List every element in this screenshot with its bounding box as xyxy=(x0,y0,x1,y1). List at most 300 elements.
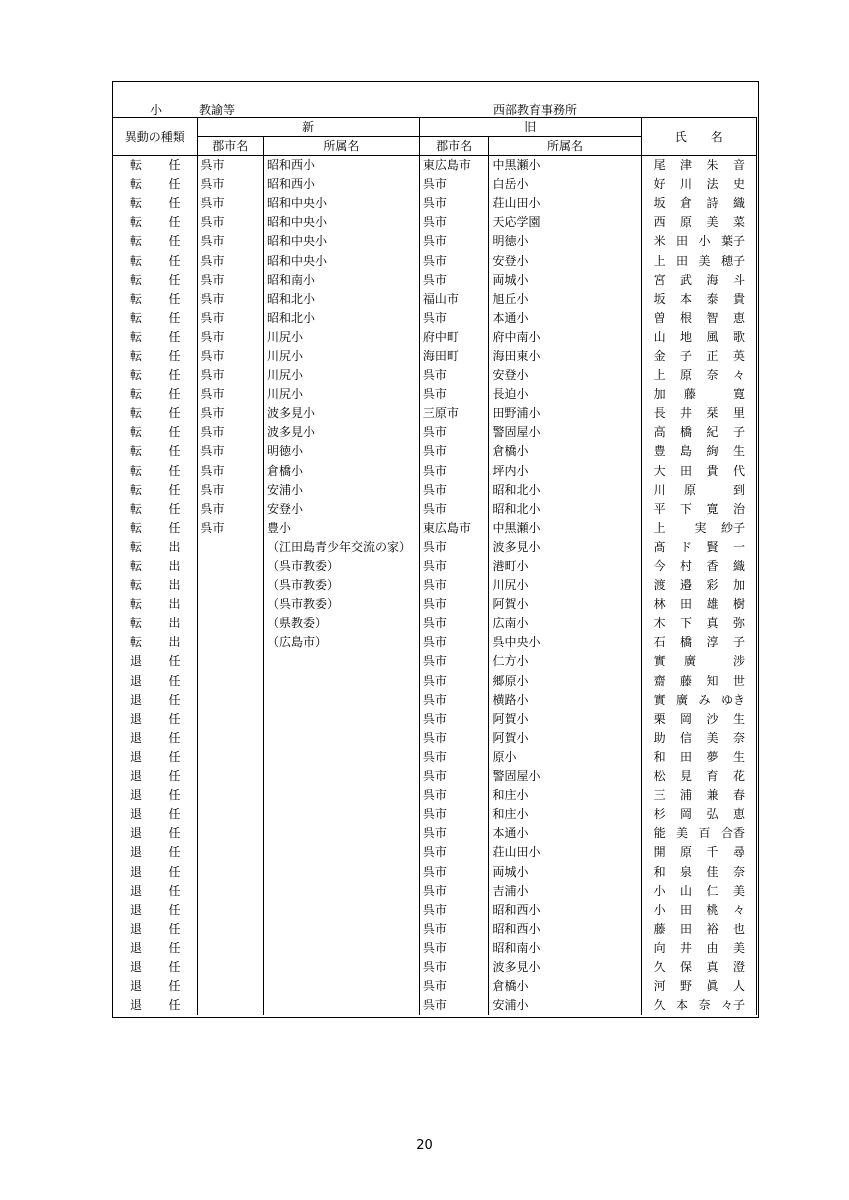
old-district-cell: 呉市 xyxy=(419,672,489,691)
kind-char-2: 任 xyxy=(168,501,181,516)
kind-cell xyxy=(113,843,198,862)
old-school-cell: 昭和北小 xyxy=(489,481,641,500)
kind-cell xyxy=(113,519,198,538)
name-part: 穂子 xyxy=(720,253,745,268)
name-cell xyxy=(641,805,756,824)
name-part: 松 xyxy=(653,769,666,784)
new-district-cell xyxy=(197,920,263,939)
new-district-cell: 呉市 xyxy=(197,271,263,290)
kind-char-1: 転 xyxy=(130,177,143,192)
table-row xyxy=(113,232,757,251)
name-part: 沙 xyxy=(706,711,719,726)
old-school-cell: 両城小 xyxy=(489,271,641,290)
name-part: 本 xyxy=(680,291,693,306)
name-part: 尾 xyxy=(653,158,666,173)
name-part: 里 xyxy=(732,406,745,421)
name-part: 子 xyxy=(732,425,745,440)
name-part: 真 xyxy=(706,616,719,631)
new-school-cell xyxy=(263,862,419,881)
kind-cell xyxy=(113,194,198,213)
kind-char-2: 任 xyxy=(168,883,181,898)
kind-char-1: 退 xyxy=(130,959,143,974)
kind-char-2: 出 xyxy=(168,559,181,574)
name-cell xyxy=(641,672,756,691)
name-part: 美 xyxy=(732,940,745,955)
old-school-cell: 倉橋小 xyxy=(489,977,641,996)
name-cell xyxy=(641,691,756,710)
kind-cell xyxy=(113,442,198,461)
name-part: 和 xyxy=(653,864,666,879)
name-part: 下 xyxy=(680,501,693,516)
table-row xyxy=(113,385,757,404)
name-part: 津 xyxy=(680,158,693,173)
new-district-cell: 呉市 xyxy=(197,156,263,176)
old-school-cell: 海田東小 xyxy=(489,347,641,366)
kind-char-1: 転 xyxy=(130,482,143,497)
name-part: 泉 xyxy=(680,864,693,879)
kind-char-2: 出 xyxy=(168,616,181,631)
name-part: 金 xyxy=(653,348,666,363)
new-district-cell xyxy=(197,557,263,576)
kind-char-2: 任 xyxy=(168,177,181,192)
old-school-cell: 警固屋小 xyxy=(489,423,641,442)
old-school-cell: 安登小 xyxy=(489,366,641,385)
name-part: 智 xyxy=(706,310,719,325)
name-part: 々 xyxy=(732,902,745,917)
kind-cell xyxy=(113,500,198,519)
name-part: 橋 xyxy=(680,635,693,650)
name-part: 廣 xyxy=(676,692,689,707)
name-part: 三 xyxy=(653,788,666,803)
name-part: 實 xyxy=(653,654,666,669)
name-part: 村 xyxy=(680,559,693,574)
name-cell xyxy=(641,538,756,557)
name-part: 林 xyxy=(653,597,666,612)
old-district-cell: 呉市 xyxy=(419,767,489,786)
name-cell xyxy=(641,576,756,595)
new-district-cell: 呉市 xyxy=(197,500,263,519)
kind-char-1: 転 xyxy=(130,444,143,459)
old-district-cell: 呉市 xyxy=(419,691,489,710)
table-row xyxy=(113,442,757,461)
new-district-cell: 呉市 xyxy=(197,519,263,538)
name-part: 田 xyxy=(680,463,693,478)
name-part: 貴 xyxy=(732,291,745,306)
old-district-cell: 呉市 xyxy=(419,481,489,500)
name-part: 代 xyxy=(732,463,745,478)
kind-cell xyxy=(113,251,198,270)
old-school-cell: 昭和南小 xyxy=(489,939,641,958)
table-row xyxy=(113,595,757,614)
name-part: 山 xyxy=(680,883,693,898)
name-cell xyxy=(641,862,756,881)
name-part: 生 xyxy=(732,749,745,764)
new-district-cell xyxy=(197,767,263,786)
new-school-cell xyxy=(263,710,419,729)
name-part: 香 xyxy=(706,559,719,574)
new-school-cell: 昭和北小 xyxy=(263,309,419,328)
new-school-cell xyxy=(263,691,419,710)
kind-cell xyxy=(113,271,198,290)
name-cell xyxy=(641,614,756,633)
kind-char-1: 退 xyxy=(130,654,143,669)
kind-char-2: 任 xyxy=(168,215,181,230)
kind-char-1: 退 xyxy=(130,826,143,841)
kind-cell xyxy=(113,213,198,232)
table-row xyxy=(113,366,757,385)
new-school-cell: （呉市教委） xyxy=(263,576,419,595)
old-school-cell: 警固屋小 xyxy=(489,767,641,786)
name-part: 川 xyxy=(653,482,666,497)
new-district-cell: 呉市 xyxy=(197,213,263,232)
new-district-cell xyxy=(197,595,263,614)
name-part: 藤 xyxy=(653,921,666,936)
name-cell xyxy=(641,442,756,461)
name-part: ド xyxy=(680,539,693,554)
name-part: 加 xyxy=(653,387,666,402)
new-school-cell: 川尻小 xyxy=(263,366,419,385)
name-part: 田 xyxy=(676,253,689,268)
old-district-cell: 呉市 xyxy=(419,538,489,557)
kind-char-1: 転 xyxy=(130,329,143,344)
new-school-cell: （江田島青少年交流の家） xyxy=(263,538,419,557)
table-row xyxy=(113,748,757,767)
table-row xyxy=(113,557,757,576)
new-district-cell xyxy=(197,958,263,977)
old-school-cell: 波多見小 xyxy=(489,538,641,557)
table-row xyxy=(113,843,757,862)
name-part: 見 xyxy=(680,769,693,784)
old-district-cell: 呉市 xyxy=(419,213,489,232)
new-district-cell xyxy=(197,748,263,767)
name-part: 音 xyxy=(732,158,745,173)
name-part: 夢 xyxy=(706,749,719,764)
name-cell xyxy=(641,251,756,270)
new-school-cell xyxy=(263,882,419,901)
old-school-cell: 郷原小 xyxy=(489,672,641,691)
title-row xyxy=(113,82,758,118)
name-part: 助 xyxy=(653,730,666,745)
kind-char-1: 退 xyxy=(130,730,143,745)
new-school-cell xyxy=(263,977,419,996)
old-district-cell: 呉市 xyxy=(419,748,489,767)
table-row xyxy=(113,194,757,213)
new-district-cell xyxy=(197,882,263,901)
name-part: 世 xyxy=(732,673,745,688)
kind-char-1: 退 xyxy=(130,692,143,707)
name-part: 原 xyxy=(680,845,693,860)
kind-char-2: 任 xyxy=(168,348,181,363)
new-school-cell xyxy=(263,748,419,767)
name-part: 島 xyxy=(680,444,693,459)
name-part: 雄 xyxy=(706,597,719,612)
kind-cell xyxy=(113,595,198,614)
name-part: 武 xyxy=(680,272,693,287)
name-part: 石 xyxy=(653,635,666,650)
old-district-cell: 呉市 xyxy=(419,614,489,633)
old-school-cell: 府中南小 xyxy=(489,328,641,347)
name-part: 合香 xyxy=(720,826,745,841)
kind-char-2: 任 xyxy=(168,673,181,688)
name-part: 春 xyxy=(732,788,745,803)
kind-char-1: 退 xyxy=(130,940,143,955)
kind-cell xyxy=(113,691,198,710)
old-district-cell: 呉市 xyxy=(419,824,489,843)
name-part: 治 xyxy=(732,501,745,516)
new-district-cell: 呉市 xyxy=(197,423,263,442)
new-district-cell xyxy=(197,729,263,748)
table-row xyxy=(113,462,757,481)
name-part: 佳 xyxy=(706,864,719,879)
old-district-cell: 呉市 xyxy=(419,939,489,958)
old-district-cell: 呉市 xyxy=(419,366,489,385)
kind-cell xyxy=(113,633,198,652)
kind-char-1: 退 xyxy=(130,769,143,784)
kind-char-1: 転 xyxy=(130,158,143,173)
position-label: 教諭等 xyxy=(199,103,236,117)
header-new-district: 郡市名 xyxy=(197,137,263,156)
new-district-cell: 呉市 xyxy=(197,232,263,251)
old-school-cell: 波多見小 xyxy=(489,958,641,977)
old-district-cell: 呉市 xyxy=(419,500,489,519)
kind-char-2: 任 xyxy=(168,749,181,764)
old-district-cell: 呉市 xyxy=(419,977,489,996)
new-district-cell xyxy=(197,672,263,691)
name-cell xyxy=(641,481,756,500)
old-district-cell: 呉市 xyxy=(419,633,489,652)
old-district-cell: 呉市 xyxy=(419,652,489,671)
kind-char-2: 任 xyxy=(168,902,181,917)
table-row xyxy=(113,328,757,347)
old-school-cell: 明徳小 xyxy=(489,232,641,251)
name-cell xyxy=(641,729,756,748)
kind-char-2: 任 xyxy=(168,711,181,726)
new-district-cell: 呉市 xyxy=(197,175,263,194)
old-school-cell: 荘山田小 xyxy=(489,194,641,213)
old-district-cell: 呉市 xyxy=(419,576,489,595)
name-part: 泰 xyxy=(706,291,719,306)
table-row xyxy=(113,710,757,729)
kind-char-2: 任 xyxy=(168,654,181,669)
name-cell xyxy=(641,652,756,671)
name-part: 法 xyxy=(706,177,719,192)
table-row xyxy=(113,672,757,691)
name-part: 歌 xyxy=(732,329,745,344)
name-part: 美 xyxy=(706,215,719,230)
name-part: 栞 xyxy=(706,406,719,421)
kind-char-1: 転 xyxy=(130,539,143,554)
old-district-cell: 呉市 xyxy=(419,958,489,977)
table-row xyxy=(113,519,757,538)
kind-char-2: 任 xyxy=(168,158,181,173)
name-part: 原 xyxy=(684,482,697,497)
new-district-cell: 呉市 xyxy=(197,309,263,328)
kind-cell xyxy=(113,462,198,481)
table-row xyxy=(113,977,757,996)
name-cell xyxy=(641,290,756,309)
table-row xyxy=(113,347,757,366)
table-row xyxy=(113,996,757,1015)
name-part: 藤 xyxy=(684,387,697,402)
kind-char-1: 転 xyxy=(130,406,143,421)
name-cell xyxy=(641,882,756,901)
old-school-cell: 横路小 xyxy=(489,691,641,710)
name-part: 齋 xyxy=(653,673,666,688)
school-type-label: 小 xyxy=(150,103,163,117)
name-part: 彩 xyxy=(706,578,719,593)
kind-char-2: 任 xyxy=(168,387,181,402)
old-district-cell: 呉市 xyxy=(419,232,489,251)
header-old-district: 郡市名 xyxy=(419,137,489,156)
name-part: 加 xyxy=(732,578,745,593)
kind-char-2: 任 xyxy=(168,444,181,459)
kind-char-2: 任 xyxy=(168,291,181,306)
kind-cell xyxy=(113,996,198,1015)
old-district-cell: 呉市 xyxy=(419,194,489,213)
header-old: 旧 xyxy=(419,118,641,137)
name-part: 実 xyxy=(694,520,707,535)
name-part: 能 xyxy=(653,826,666,841)
name-part: 久 xyxy=(653,998,666,1013)
name-part: 奈 xyxy=(732,730,745,745)
name-part: み xyxy=(698,692,711,707)
kind-cell xyxy=(113,481,198,500)
kind-char-2: 任 xyxy=(168,368,181,383)
new-district-cell xyxy=(197,843,263,862)
old-district-cell: 呉市 xyxy=(419,271,489,290)
header-new-school: 所属名 xyxy=(263,137,419,156)
new-district-cell: 呉市 xyxy=(197,481,263,500)
kind-char-2: 任 xyxy=(168,482,181,497)
new-school-cell: 豊小 xyxy=(263,519,419,538)
name-part: 上 xyxy=(653,368,666,383)
header-new: 新 xyxy=(197,118,419,137)
kind-cell xyxy=(113,901,198,920)
name-cell xyxy=(641,748,756,767)
name-part: 紗子 xyxy=(720,520,745,535)
name-part: 保 xyxy=(680,959,693,974)
old-school-cell: 荘山田小 xyxy=(489,843,641,862)
new-district-cell xyxy=(197,576,263,595)
header-name: 氏 名 xyxy=(641,118,756,156)
kind-char-1: 退 xyxy=(130,883,143,898)
name-part: 生 xyxy=(732,711,745,726)
kind-char-1: 退 xyxy=(130,711,143,726)
new-school-cell: 昭和中央小 xyxy=(263,251,419,270)
table-row xyxy=(113,920,757,939)
name-cell xyxy=(641,519,756,538)
kind-char-1: 退 xyxy=(130,998,143,1013)
name-part: 豊 xyxy=(653,444,666,459)
new-district-cell xyxy=(197,691,263,710)
name-part: 廣 xyxy=(684,654,697,669)
new-school-cell: 倉橋小 xyxy=(263,462,419,481)
name-part: 人 xyxy=(732,979,745,994)
name-part: 々 xyxy=(732,368,745,383)
kind-cell xyxy=(113,175,198,194)
header-kind: 異動の種類 xyxy=(113,118,198,156)
new-school-cell xyxy=(263,996,419,1015)
old-school-cell: 港町小 xyxy=(489,557,641,576)
table-row xyxy=(113,309,757,328)
kind-char-2: 任 xyxy=(168,520,181,535)
name-part: 裕 xyxy=(706,921,719,936)
new-school-cell: 安登小 xyxy=(263,500,419,519)
kind-char-2: 任 xyxy=(168,425,181,440)
new-district-cell: 呉市 xyxy=(197,462,263,481)
kind-cell xyxy=(113,958,198,977)
name-part: 知 xyxy=(706,673,719,688)
name-part: 信 xyxy=(680,730,693,745)
name-part: 美 xyxy=(676,826,689,841)
new-school-cell: 川尻小 xyxy=(263,328,419,347)
name-cell xyxy=(641,271,756,290)
table-row xyxy=(113,251,757,270)
old-district-cell: 府中町 xyxy=(419,328,489,347)
old-district-cell: 福山市 xyxy=(419,290,489,309)
name-part: 坂 xyxy=(653,196,666,211)
table-row xyxy=(113,213,757,232)
name-part: 開 xyxy=(653,845,666,860)
kind-char-1: 退 xyxy=(130,921,143,936)
name-part: 上 xyxy=(653,253,666,268)
name-part: 海 xyxy=(706,272,719,287)
name-part: 木 xyxy=(653,616,666,631)
name-part: 恵 xyxy=(732,310,745,325)
name-part: 美 xyxy=(698,253,711,268)
name-part: 河 xyxy=(653,979,666,994)
name-part: 平 xyxy=(653,501,666,516)
kind-char-2: 任 xyxy=(168,406,181,421)
kind-char-2: 任 xyxy=(168,940,181,955)
kind-char-1: 転 xyxy=(130,215,143,230)
old-district-cell: 呉市 xyxy=(419,805,489,824)
name-cell xyxy=(641,328,756,347)
new-school-cell: 波多見小 xyxy=(263,423,419,442)
new-school-cell: （呉市教委） xyxy=(263,595,419,614)
name-part: 本 xyxy=(676,998,689,1013)
name-cell xyxy=(641,423,756,442)
new-school-cell: 川尻小 xyxy=(263,347,419,366)
old-school-cell: 昭和西小 xyxy=(489,901,641,920)
name-cell xyxy=(641,347,756,366)
table-row xyxy=(113,882,757,901)
kind-char-2: 任 xyxy=(168,769,181,784)
name-part: 藤 xyxy=(680,673,693,688)
old-school-cell: 田野浦小 xyxy=(489,404,641,423)
kind-cell xyxy=(113,347,198,366)
table-row xyxy=(113,481,757,500)
kind-char-1: 転 xyxy=(130,616,143,631)
old-school-cell: 和庄小 xyxy=(489,805,641,824)
kind-cell xyxy=(113,805,198,824)
kind-char-1: 転 xyxy=(130,272,143,287)
new-school-cell xyxy=(263,920,419,939)
name-part: 澄 xyxy=(732,959,745,974)
kind-char-1: 転 xyxy=(130,348,143,363)
name-cell xyxy=(641,462,756,481)
new-school-cell xyxy=(263,824,419,843)
new-school-cell: 昭和中央小 xyxy=(263,194,419,213)
name-cell xyxy=(641,843,756,862)
table-row xyxy=(113,939,757,958)
kind-char-2: 任 xyxy=(168,730,181,745)
old-school-cell: 仁方小 xyxy=(489,652,641,671)
kind-char-2: 任 xyxy=(168,463,181,478)
new-district-cell: 呉市 xyxy=(197,328,263,347)
kind-char-2: 任 xyxy=(168,979,181,994)
name-part: 久 xyxy=(653,959,666,974)
